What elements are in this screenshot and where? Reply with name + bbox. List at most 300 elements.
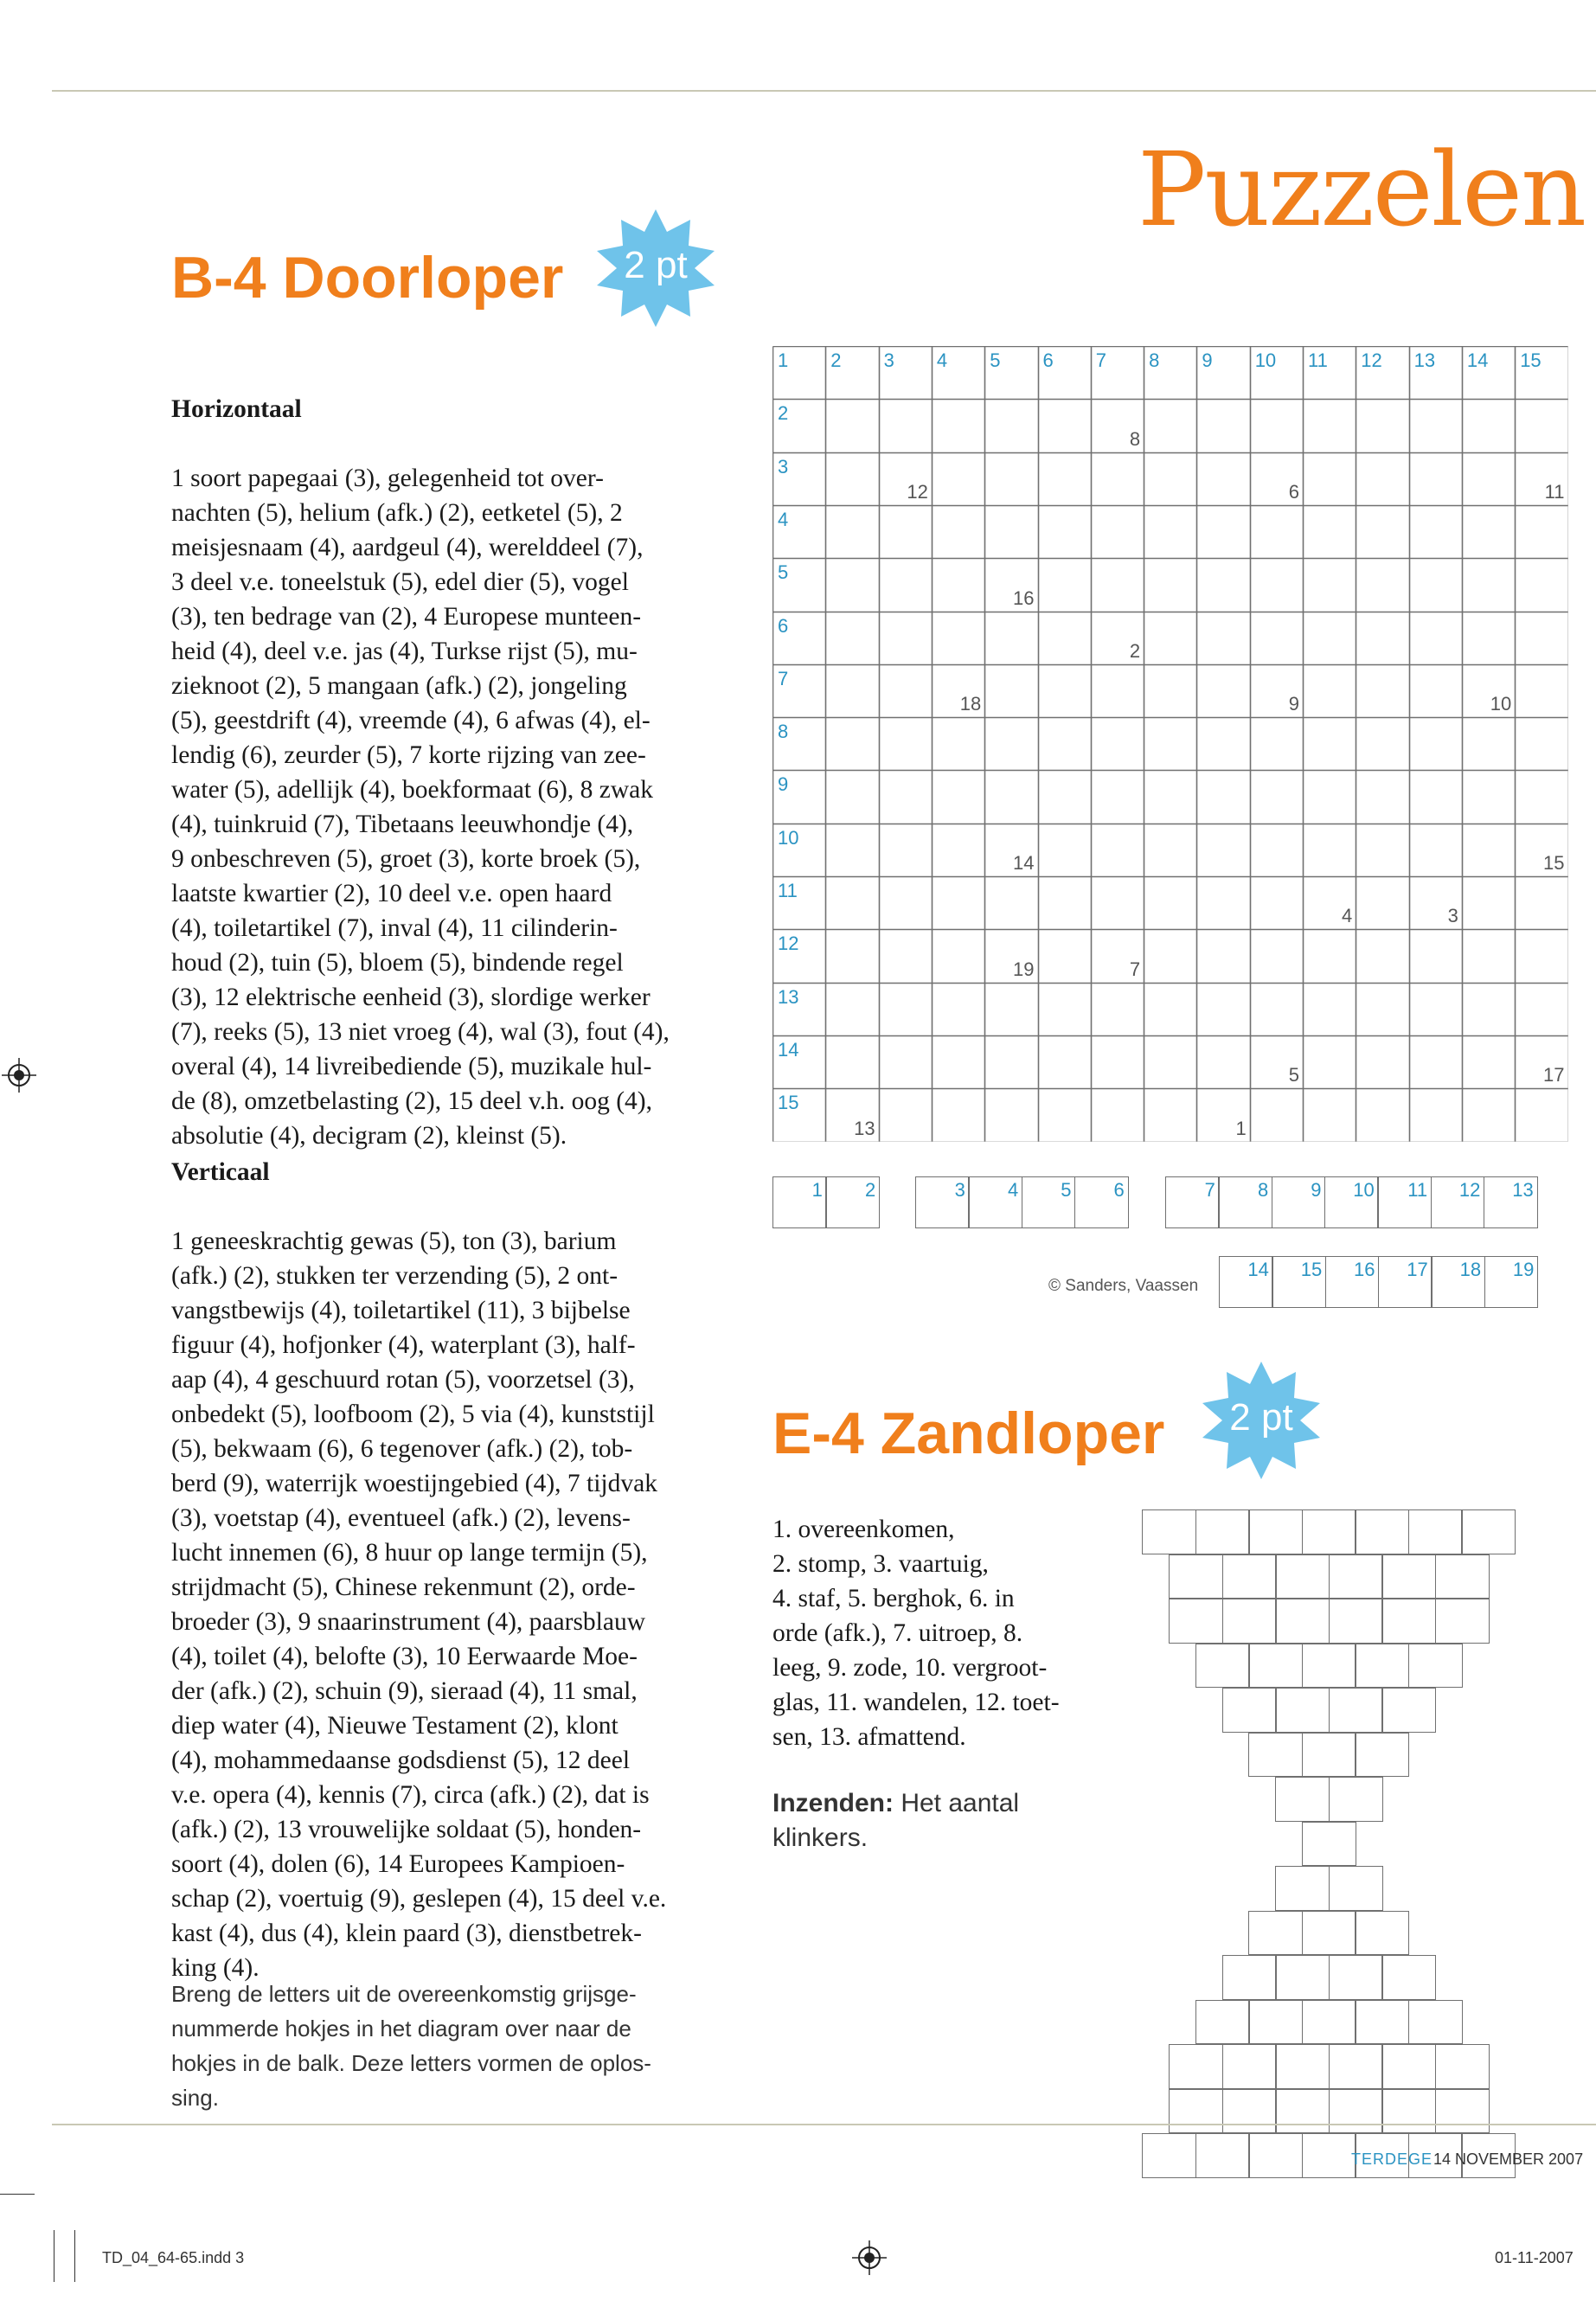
- grid-cell[interactable]: [1303, 876, 1356, 929]
- grid-cell[interactable]: [825, 505, 878, 558]
- hourglass-cell[interactable]: [1195, 1644, 1250, 1689]
- grid-cell[interactable]: [825, 558, 878, 611]
- hourglass-cell[interactable]: [1248, 1509, 1303, 1554]
- hourglass-cell[interactable]: [1435, 1599, 1490, 1644]
- grid-cell[interactable]: [1515, 558, 1567, 611]
- grid-cell[interactable]: [772, 983, 825, 1035]
- grid-cell[interactable]: [1462, 876, 1515, 929]
- solution-box[interactable]: [1074, 1176, 1129, 1228]
- grid-cell[interactable]: [932, 558, 984, 611]
- grid-cell[interactable]: [772, 558, 825, 611]
- grid-cell[interactable]: [772, 612, 825, 664]
- hourglass-cell[interactable]: [1222, 1599, 1277, 1644]
- grid-cell[interactable]: [1250, 717, 1303, 770]
- grid-cell[interactable]: [984, 399, 1037, 452]
- grid-cell[interactable]: [932, 876, 984, 929]
- grid-cell[interactable]: [1250, 770, 1303, 823]
- hourglass-cell[interactable]: [1169, 2089, 1223, 2134]
- grid-cell[interactable]: [1462, 452, 1515, 505]
- grid-cell[interactable]: [1409, 929, 1462, 982]
- grid-cell[interactable]: [1462, 770, 1515, 823]
- grid-cell[interactable]: [1091, 612, 1144, 664]
- grid-cell[interactable]: [1409, 612, 1462, 664]
- grid-cell[interactable]: [1250, 558, 1303, 611]
- grid-cell[interactable]: [1250, 452, 1303, 505]
- grid-cell[interactable]: [879, 770, 932, 823]
- grid-cell[interactable]: [1303, 612, 1356, 664]
- grid-cell[interactable]: [1356, 983, 1408, 1035]
- grid-cell[interactable]: [772, 1035, 825, 1088]
- hourglass-cell[interactable]: [1302, 2000, 1356, 2045]
- hourglass-cell[interactable]: [1275, 1955, 1330, 2000]
- hourglass-cell[interactable]: [1169, 2044, 1223, 2089]
- grid-cell[interactable]: [1144, 346, 1196, 399]
- grid-cell[interactable]: [879, 612, 932, 664]
- solution-box[interactable]: [1378, 1256, 1433, 1308]
- grid-cell[interactable]: [1356, 346, 1408, 399]
- grid-cell[interactable]: [1196, 346, 1249, 399]
- hourglass-cell[interactable]: [1408, 2000, 1463, 2045]
- hourglass-cell[interactable]: [1222, 1955, 1277, 2000]
- grid-cell[interactable]: [1144, 1035, 1196, 1088]
- grid-cell[interactable]: [1091, 824, 1144, 876]
- grid-cell[interactable]: [1409, 824, 1462, 876]
- solution-box[interactable]: [1165, 1176, 1220, 1228]
- grid-cell[interactable]: [1091, 1088, 1144, 1141]
- grid-cell[interactable]: [1196, 664, 1249, 717]
- hourglass-cell[interactable]: [1435, 2089, 1490, 2134]
- grid-cell[interactable]: [1303, 1088, 1356, 1141]
- hourglass-cell[interactable]: [1329, 1688, 1383, 1733]
- grid-cell[interactable]: [932, 452, 984, 505]
- solution-box[interactable]: [825, 1176, 880, 1228]
- grid-cell[interactable]: [825, 876, 878, 929]
- hourglass-cell[interactable]: [1381, 1599, 1436, 1644]
- grid-cell[interactable]: [772, 824, 825, 876]
- grid-cell[interactable]: [984, 983, 1037, 1035]
- grid-cell[interactable]: [772, 452, 825, 505]
- hourglass-cell[interactable]: [1222, 1688, 1277, 1733]
- grid-cell[interactable]: [1462, 558, 1515, 611]
- hourglass-cell[interactable]: [1275, 1688, 1330, 1733]
- grid-cell[interactable]: [1091, 505, 1144, 558]
- hourglass-cell[interactable]: [1381, 2089, 1436, 2134]
- grid-cell[interactable]: [1303, 770, 1356, 823]
- solution-box[interactable]: [1484, 1256, 1539, 1308]
- grid-cell[interactable]: [1356, 824, 1408, 876]
- solution-box[interactable]: [1022, 1176, 1076, 1228]
- hourglass-cell[interactable]: [1302, 1733, 1356, 1778]
- grid-cell[interactable]: [1462, 717, 1515, 770]
- solution-box[interactable]: [772, 1176, 827, 1228]
- grid-cell[interactable]: [1250, 983, 1303, 1035]
- hourglass-cell[interactable]: [1248, 1911, 1303, 1956]
- grid-cell[interactable]: [825, 770, 878, 823]
- grid-cell[interactable]: [1250, 1035, 1303, 1088]
- grid-cell[interactable]: [825, 399, 878, 452]
- grid-cell[interactable]: [1462, 983, 1515, 1035]
- grid-cell[interactable]: [825, 1088, 878, 1141]
- grid-cell[interactable]: [772, 876, 825, 929]
- grid-cell[interactable]: [932, 1035, 984, 1088]
- grid-cell[interactable]: [984, 346, 1037, 399]
- grid-cell[interactable]: [1144, 929, 1196, 982]
- grid-cell[interactable]: [1196, 612, 1249, 664]
- grid-cell[interactable]: [1515, 664, 1567, 717]
- hourglass-cell[interactable]: [1195, 1509, 1250, 1554]
- grid-cell[interactable]: [1356, 717, 1408, 770]
- hourglass-cell[interactable]: [1381, 1688, 1436, 1733]
- grid-cell[interactable]: [772, 346, 825, 399]
- grid-cell[interactable]: [1409, 558, 1462, 611]
- grid-cell[interactable]: [1250, 1088, 1303, 1141]
- grid-cell[interactable]: [1196, 1035, 1249, 1088]
- grid-cell[interactable]: [879, 1088, 932, 1141]
- hourglass-cell[interactable]: [1408, 1509, 1463, 1554]
- grid-cell[interactable]: [1144, 452, 1196, 505]
- grid-cell[interactable]: [879, 452, 932, 505]
- hourglass-cell[interactable]: [1381, 1554, 1436, 1599]
- grid-cell[interactable]: [825, 1035, 878, 1088]
- grid-cell[interactable]: [879, 346, 932, 399]
- grid-cell[interactable]: [932, 664, 984, 717]
- grid-cell[interactable]: [984, 824, 1037, 876]
- grid-cell[interactable]: [1250, 505, 1303, 558]
- grid-cell[interactable]: [1409, 717, 1462, 770]
- hourglass-cell[interactable]: [1302, 1911, 1356, 1956]
- grid-cell[interactable]: [1515, 452, 1567, 505]
- solution-box[interactable]: [915, 1176, 970, 1228]
- grid-cell[interactable]: [879, 876, 932, 929]
- grid-cell[interactable]: [1409, 664, 1462, 717]
- hourglass-cell[interactable]: [1222, 2089, 1277, 2134]
- grid-cell[interactable]: [1091, 876, 1144, 929]
- hourglass-cell[interactable]: [1329, 1955, 1383, 2000]
- grid-cell[interactable]: [825, 346, 878, 399]
- grid-cell[interactable]: [1196, 770, 1249, 823]
- grid-cell[interactable]: [1515, 1088, 1567, 1141]
- hourglass-cell[interactable]: [1195, 2000, 1250, 2045]
- hourglass-cell[interactable]: [1329, 1866, 1383, 1911]
- grid-cell[interactable]: [1409, 1088, 1462, 1141]
- grid-cell[interactable]: [984, 505, 1037, 558]
- grid-cell[interactable]: [1462, 399, 1515, 452]
- solution-box[interactable]: [1325, 1256, 1380, 1308]
- grid-cell[interactable]: [1409, 1035, 1462, 1088]
- grid-cell[interactable]: [1144, 1088, 1196, 1141]
- grid-cell[interactable]: [932, 399, 984, 452]
- grid-cell[interactable]: [1196, 824, 1249, 876]
- grid-cell[interactable]: [932, 717, 984, 770]
- solution-box[interactable]: [1219, 1256, 1273, 1308]
- hourglass-cell[interactable]: [1302, 1822, 1356, 1867]
- grid-cell[interactable]: [984, 717, 1037, 770]
- grid-cell[interactable]: [984, 664, 1037, 717]
- grid-cell[interactable]: [1303, 558, 1356, 611]
- grid-cell[interactable]: [825, 612, 878, 664]
- grid-cell[interactable]: [984, 876, 1037, 929]
- grid-cell[interactable]: [1515, 612, 1567, 664]
- grid-cell[interactable]: [1144, 876, 1196, 929]
- grid-cell[interactable]: [1356, 770, 1408, 823]
- hourglass-cell[interactable]: [1355, 1509, 1409, 1554]
- grid-cell[interactable]: [1144, 558, 1196, 611]
- grid-cell[interactable]: [1515, 399, 1567, 452]
- grid-cell[interactable]: [825, 929, 878, 982]
- solution-box[interactable]: [1324, 1176, 1379, 1228]
- grid-cell[interactable]: [1196, 983, 1249, 1035]
- hourglass-cell[interactable]: [1461, 1509, 1516, 1554]
- grid-cell[interactable]: [1462, 664, 1515, 717]
- grid-cell[interactable]: [1356, 876, 1408, 929]
- grid-cell[interactable]: [932, 1088, 984, 1141]
- grid-cell[interactable]: [1250, 824, 1303, 876]
- grid-cell[interactable]: [1356, 664, 1408, 717]
- hourglass-cell[interactable]: [1275, 1599, 1330, 1644]
- grid-cell[interactable]: [879, 1035, 932, 1088]
- grid-cell[interactable]: [1356, 612, 1408, 664]
- hourglass-cell[interactable]: [1275, 1777, 1330, 1822]
- hourglass-cell[interactable]: [1329, 2044, 1383, 2089]
- hourglass-cell[interactable]: [1142, 1509, 1196, 1554]
- grid-cell[interactable]: [1356, 1088, 1408, 1141]
- grid-cell[interactable]: [1196, 399, 1249, 452]
- grid-cell[interactable]: [825, 452, 878, 505]
- grid-cell[interactable]: [1515, 876, 1567, 929]
- grid-cell[interactable]: [1303, 983, 1356, 1035]
- grid-cell[interactable]: [1091, 1035, 1144, 1088]
- grid-cell[interactable]: [1303, 346, 1356, 399]
- grid-cell[interactable]: [1091, 399, 1144, 452]
- grid-cell[interactable]: [1038, 983, 1091, 1035]
- grid-cell[interactable]: [1091, 929, 1144, 982]
- grid-cell[interactable]: [1303, 824, 1356, 876]
- grid-cell[interactable]: [1515, 824, 1567, 876]
- grid-cell[interactable]: [1091, 664, 1144, 717]
- grid-cell[interactable]: [772, 664, 825, 717]
- hourglass-cell[interactable]: [1435, 1554, 1490, 1599]
- grid-cell[interactable]: [1303, 717, 1356, 770]
- solution-box[interactable]: [1272, 1176, 1326, 1228]
- grid-cell[interactable]: [1303, 664, 1356, 717]
- grid-cell[interactable]: [1038, 1035, 1091, 1088]
- grid-cell[interactable]: [1196, 505, 1249, 558]
- grid-cell[interactable]: [1409, 505, 1462, 558]
- grid-cell[interactable]: [1250, 876, 1303, 929]
- hourglass-cell[interactable]: [1329, 1554, 1383, 1599]
- grid-cell[interactable]: [1462, 505, 1515, 558]
- grid-cell[interactable]: [1144, 824, 1196, 876]
- grid-cell[interactable]: [1462, 346, 1515, 399]
- grid-cell[interactable]: [1091, 983, 1144, 1035]
- grid-cell[interactable]: [1144, 664, 1196, 717]
- grid-cell[interactable]: [1250, 929, 1303, 982]
- grid-cell[interactable]: [1303, 929, 1356, 982]
- grid-cell[interactable]: [772, 717, 825, 770]
- grid-cell[interactable]: [1462, 824, 1515, 876]
- grid-cell[interactable]: [984, 558, 1037, 611]
- hourglass-cell[interactable]: [1302, 1509, 1356, 1554]
- hourglass-cell[interactable]: [1302, 2133, 1356, 2178]
- grid-cell[interactable]: [932, 929, 984, 982]
- grid-cell[interactable]: [1038, 346, 1091, 399]
- grid-cell[interactable]: [1409, 770, 1462, 823]
- grid-cell[interactable]: [1091, 452, 1144, 505]
- grid-cell[interactable]: [1303, 505, 1356, 558]
- hourglass-cell[interactable]: [1275, 2089, 1330, 2134]
- grid-cell[interactable]: [1515, 1035, 1567, 1088]
- hourglass-cell[interactable]: [1248, 1644, 1303, 1689]
- grid-cell[interactable]: [1196, 1088, 1249, 1141]
- grid-cell[interactable]: [1462, 1035, 1515, 1088]
- grid-cell[interactable]: [1409, 983, 1462, 1035]
- grid-cell[interactable]: [1462, 929, 1515, 982]
- solution-box[interactable]: [1218, 1176, 1272, 1228]
- grid-cell[interactable]: [1038, 717, 1091, 770]
- hourglass-cell[interactable]: [1329, 1777, 1383, 1822]
- grid-cell[interactable]: [1356, 399, 1408, 452]
- hourglass-cell[interactable]: [1222, 1554, 1277, 1599]
- grid-cell[interactable]: [1144, 983, 1196, 1035]
- hourglass-cell[interactable]: [1355, 1911, 1409, 1956]
- grid-cell[interactable]: [1196, 876, 1249, 929]
- grid-cell[interactable]: [825, 983, 878, 1035]
- grid-cell[interactable]: [772, 770, 825, 823]
- grid-cell[interactable]: [1462, 612, 1515, 664]
- grid-cell[interactable]: [879, 399, 932, 452]
- hourglass-cell[interactable]: [1275, 1554, 1330, 1599]
- grid-cell[interactable]: [932, 770, 984, 823]
- grid-cell[interactable]: [1038, 612, 1091, 664]
- grid-cell[interactable]: [1515, 929, 1567, 982]
- grid-cell[interactable]: [772, 399, 825, 452]
- hourglass-cell[interactable]: [1222, 2044, 1277, 2089]
- solution-box[interactable]: [1484, 1176, 1538, 1228]
- grid-cell[interactable]: [1091, 558, 1144, 611]
- grid-cell[interactable]: [1038, 664, 1091, 717]
- grid-cell[interactable]: [1356, 1035, 1408, 1088]
- grid-cell[interactable]: [1356, 558, 1408, 611]
- grid-cell[interactable]: [984, 452, 1037, 505]
- grid-cell[interactable]: [1462, 1088, 1515, 1141]
- hourglass-cell[interactable]: [1355, 2000, 1409, 2045]
- hourglass-cell[interactable]: [1195, 2133, 1250, 2178]
- hourglass-cell[interactable]: [1381, 2044, 1436, 2089]
- hourglass-cell[interactable]: [1435, 2044, 1490, 2089]
- grid-cell[interactable]: [879, 558, 932, 611]
- solution-box[interactable]: [1377, 1176, 1432, 1228]
- grid-cell[interactable]: [1038, 505, 1091, 558]
- grid-cell[interactable]: [1091, 770, 1144, 823]
- grid-cell[interactable]: [1409, 346, 1462, 399]
- grid-cell[interactable]: [1091, 346, 1144, 399]
- grid-cell[interactable]: [1144, 717, 1196, 770]
- hourglass-cell[interactable]: [1142, 2133, 1196, 2178]
- grid-cell[interactable]: [932, 505, 984, 558]
- grid-cell[interactable]: [1196, 929, 1249, 982]
- grid-cell[interactable]: [879, 824, 932, 876]
- solution-box[interactable]: [1272, 1256, 1326, 1308]
- grid-cell[interactable]: [1196, 717, 1249, 770]
- grid-cell[interactable]: [1196, 558, 1249, 611]
- grid-cell[interactable]: [1250, 612, 1303, 664]
- hourglass-cell[interactable]: [1355, 1733, 1409, 1778]
- hourglass-cell[interactable]: [1302, 1644, 1356, 1689]
- grid-cell[interactable]: [1144, 505, 1196, 558]
- grid-cell[interactable]: [825, 717, 878, 770]
- grid-cell[interactable]: [1091, 717, 1144, 770]
- grid-cell[interactable]: [1515, 770, 1567, 823]
- grid-cell[interactable]: [1515, 983, 1567, 1035]
- hourglass-cell[interactable]: [1275, 1866, 1330, 1911]
- hourglass-cell[interactable]: [1329, 1599, 1383, 1644]
- grid-cell[interactable]: [984, 1088, 1037, 1141]
- hourglass-cell[interactable]: [1169, 1554, 1223, 1599]
- grid-cell[interactable]: [932, 983, 984, 1035]
- hourglass-cell[interactable]: [1248, 1733, 1303, 1778]
- grid-cell[interactable]: [772, 929, 825, 982]
- grid-cell[interactable]: [932, 346, 984, 399]
- hourglass-cell[interactable]: [1275, 2044, 1330, 2089]
- grid-cell[interactable]: [772, 505, 825, 558]
- grid-cell[interactable]: [984, 1035, 1037, 1088]
- grid-cell[interactable]: [984, 612, 1037, 664]
- grid-cell[interactable]: [879, 664, 932, 717]
- grid-cell[interactable]: [1250, 346, 1303, 399]
- grid-cell[interactable]: [1038, 452, 1091, 505]
- grid-cell[interactable]: [1356, 505, 1408, 558]
- hourglass-cell[interactable]: [1248, 2000, 1303, 2045]
- grid-cell[interactable]: [1038, 824, 1091, 876]
- grid-cell[interactable]: [1038, 929, 1091, 982]
- hourglass-cell[interactable]: [1329, 2089, 1383, 2134]
- grid-cell[interactable]: [879, 983, 932, 1035]
- grid-cell[interactable]: [1144, 612, 1196, 664]
- solution-box[interactable]: [968, 1176, 1022, 1228]
- grid-cell[interactable]: [1196, 452, 1249, 505]
- grid-cell[interactable]: [1303, 1035, 1356, 1088]
- hourglass-cell[interactable]: [1355, 1644, 1409, 1689]
- grid-cell[interactable]: [1303, 399, 1356, 452]
- grid-cell[interactable]: [1144, 399, 1196, 452]
- grid-cell[interactable]: [1515, 346, 1567, 399]
- hourglass-cell[interactable]: [1169, 1599, 1223, 1644]
- grid-cell[interactable]: [1038, 558, 1091, 611]
- grid-cell[interactable]: [1250, 399, 1303, 452]
- grid-cell[interactable]: [1038, 1088, 1091, 1141]
- grid-cell[interactable]: [1409, 876, 1462, 929]
- grid-cell[interactable]: [984, 770, 1037, 823]
- grid-cell[interactable]: [772, 1088, 825, 1141]
- grid-cell[interactable]: [1409, 399, 1462, 452]
- grid-cell[interactable]: [825, 664, 878, 717]
- hourglass-cell[interactable]: [1408, 1644, 1463, 1689]
- grid-cell[interactable]: [1038, 399, 1091, 452]
- grid-cell[interactable]: [825, 824, 878, 876]
- grid-cell[interactable]: [879, 929, 932, 982]
- grid-cell[interactable]: [879, 505, 932, 558]
- grid-cell[interactable]: [1038, 770, 1091, 823]
- grid-cell[interactable]: [1356, 929, 1408, 982]
- grid-cell[interactable]: [1515, 717, 1567, 770]
- solution-box[interactable]: [1431, 1176, 1485, 1228]
- solution-box[interactable]: [1431, 1256, 1485, 1308]
- grid-cell[interactable]: [932, 824, 984, 876]
- grid-cell[interactable]: [984, 929, 1037, 982]
- grid-cell[interactable]: [932, 612, 984, 664]
- grid-cell[interactable]: [1144, 770, 1196, 823]
- grid-cell[interactable]: [1409, 452, 1462, 505]
